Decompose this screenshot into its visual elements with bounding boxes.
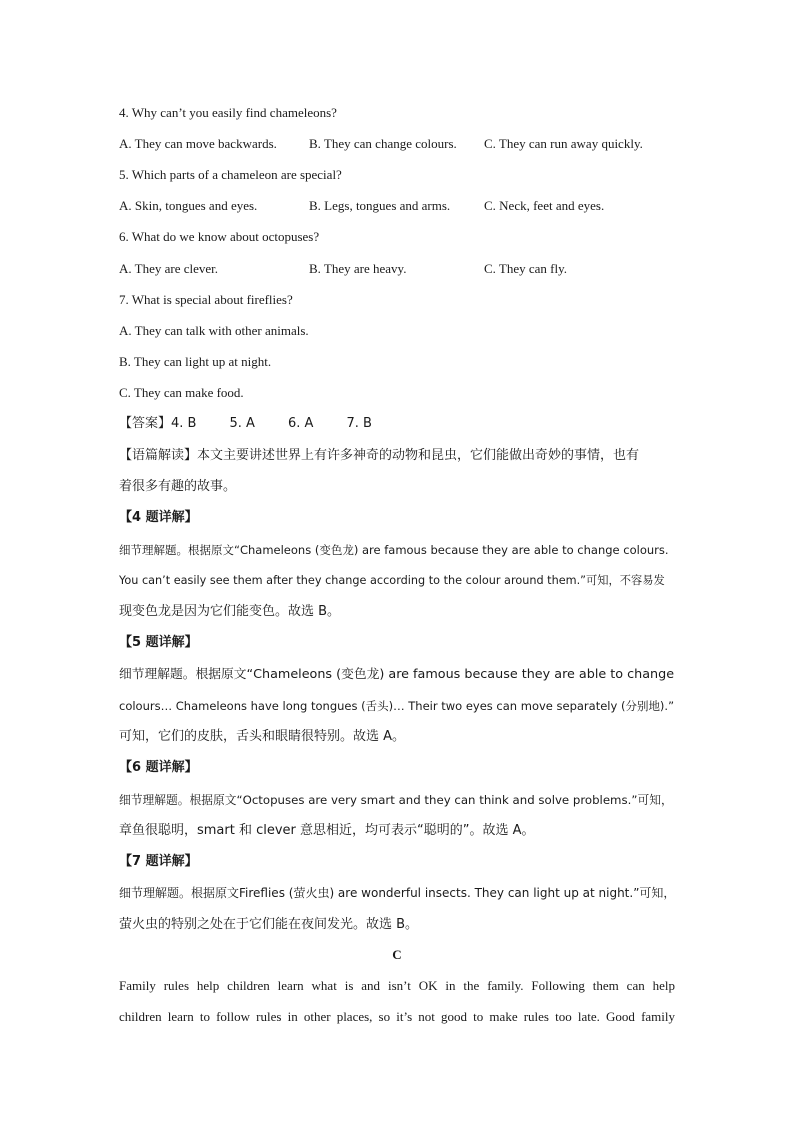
detail-5-line-3: 可知，它们的皮肤，舌头和眼睛很特别。故选 A。 xyxy=(119,729,406,744)
question-4-stem: 4. Why can’t you easily find chameleons? xyxy=(119,105,337,120)
detail-6-line-1: 细节理解题。根据原文“Octopuses are very smart and they can think and solve problems.”可知， xyxy=(119,793,673,807)
q4-option-a: A. They can move backwards. xyxy=(119,136,277,151)
question-6-stem: 6. What do we know about octopuses? xyxy=(119,229,320,244)
detail-4-line-1: 细节理解题。根据原文“Chameleons (变色龙) are famous because they are able to change colours. xyxy=(119,543,669,557)
question-7-stem: 7. What is special about fireflies? xyxy=(119,292,293,307)
detail-4-line-2: You can’t easily see them after they change according to the colour around them.”可知，不容易发 xyxy=(119,574,665,587)
q5-option-b: B. Legs, tongues and arms. xyxy=(309,198,451,213)
reading-summary-line-1: 【语篇解读】本文主要讲述世界上有许多神奇的动物和昆虫，它们能做出奇妙的事情，也有 xyxy=(119,448,640,463)
detail-6-heading: 【6 题详解】 xyxy=(119,760,198,775)
detail-5-line-2: colours… Chameleons have long tongues (舌头)… Their two eyes can move separately (分别地).” xyxy=(119,699,675,713)
section-c-heading: C xyxy=(392,947,402,962)
detail-6-line-2: 章鱼很聪明，smart 和 clever 意思相近，均可表示“聪明的”。故选 A。 xyxy=(119,823,535,838)
reading-summary-line-2: 着很多有趣的故事。 xyxy=(119,479,237,494)
detail-7-heading: 【7 题详解】 xyxy=(119,854,198,869)
q5-option-a: A. Skin, tongues and eyes. xyxy=(119,198,258,213)
q5-option-c: C. Neck, feet and eyes. xyxy=(484,198,605,213)
q7-option-b: B. They can light up at night. xyxy=(119,354,272,369)
detail-4-heading: 【4 题详解】 xyxy=(119,510,198,525)
answer-key: 【答案】4. B 5. A 6. A 7. B xyxy=(119,416,372,431)
q7-option-a: A. They can talk with other animals. xyxy=(119,323,309,338)
question-5-stem: 5. Which parts of a chameleon are special? xyxy=(119,167,342,182)
detail-4-line-3: 现变色龙是因为它们能变色。故选 B。 xyxy=(119,604,341,619)
detail-5-line-1: 细节理解题。根据原文“Chameleons (变色龙) are famous because they are able to change xyxy=(119,667,675,682)
section-c-line-1: Family rules help children learn what is and isn’t OK in the family. Following them can help xyxy=(119,978,675,993)
detail-5-heading: 【5 题详解】 xyxy=(119,635,198,650)
q7-option-c: C. They can make food. xyxy=(119,385,244,400)
detail-7-line-1: 细节理解题。根据原文Fireflies (萤火虫) are wonderful insects. They can light up at night.”可知， xyxy=(119,886,676,900)
q4-option-c: C. They can run away quickly. xyxy=(484,136,643,151)
q4-option-b: B. They can change colours. xyxy=(309,136,457,151)
q6-option-b: B. They are heavy. xyxy=(309,261,407,276)
q6-option-c: C. They can fly. xyxy=(484,261,568,276)
q6-option-a: A. They are clever. xyxy=(119,261,219,276)
detail-7-line-2: 萤火虫的特别之处在于它们能在夜间发光。故选 B。 xyxy=(119,917,419,932)
section-c-line-2: children learn to follow rules in other places, so it’s not good to make rules too late. Good family xyxy=(119,1009,675,1024)
